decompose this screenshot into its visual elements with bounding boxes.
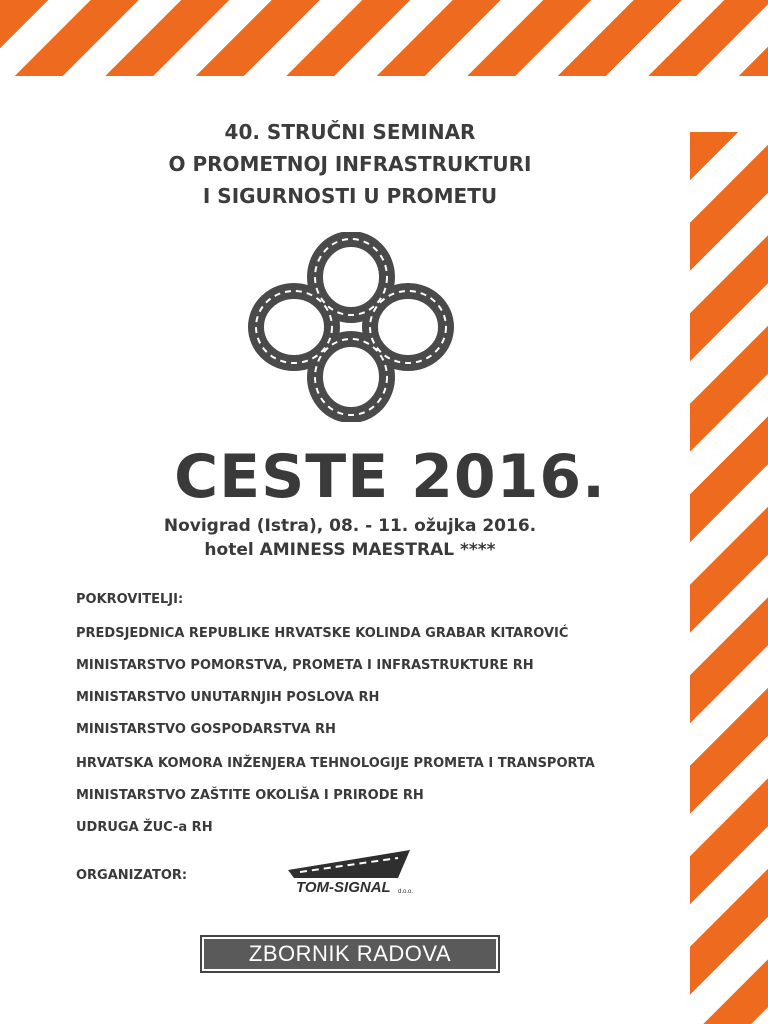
patron-item: MINISTARSTVO POMORSTVA, PROMETA I INFRASTRUKTURE RH bbox=[76, 658, 534, 673]
organizer-label: ORGANIZATOR: bbox=[76, 868, 188, 883]
event-location-date: Novigrad (Istra), 08. - 11. ožujka 2016. bbox=[163, 516, 537, 536]
organizer-logo-suffix: d.o.o. bbox=[398, 889, 414, 895]
patron-item: MINISTARSTVO GOSPODARSTVA RH bbox=[76, 722, 336, 737]
patron-item: HRVATSKA KOMORA INŽENJERA TEHNOLOGIJE PROMETA I TRANSPORTA bbox=[76, 756, 595, 771]
right-hazard-stripes bbox=[690, 132, 768, 1024]
patron-item: PREDSJEDNICA REPUBLIKE HRVATSKE KOLINDA GRABAR KITAROVIĆ bbox=[76, 626, 569, 641]
proceedings-box bbox=[200, 935, 500, 973]
organizer-logo-text: TOM-SIGNAL bbox=[296, 879, 391, 896]
event-venue: hotel AMINESS MAESTRAL **** bbox=[204, 540, 496, 560]
patron-item: UDRUGA ŽUC-a RH bbox=[76, 820, 213, 835]
patron-item: MINISTARSTVO ZAŠTITE OKOLIŠA I PRIRODE RH bbox=[76, 788, 424, 803]
top-hazard-stripes bbox=[0, 0, 768, 76]
patron-item: MINISTARSTVO UNUTARNJIH POSLOVA RH bbox=[76, 690, 380, 705]
seminar-title-line-1: 40. STRUČNI SEMINAR bbox=[224, 120, 476, 144]
seminar-title-line-3: I SIGURNOSTI U PROMETU bbox=[202, 184, 498, 208]
event-title: CESTE 2016. bbox=[174, 442, 606, 512]
patrons-label: POKROVITELJI: bbox=[76, 592, 184, 607]
road-knot-logo-icon bbox=[246, 232, 456, 422]
seminar-title-line-2: O PROMETNOJ INFRASTRUKTURI bbox=[168, 152, 532, 176]
tom-signal-logo bbox=[280, 848, 420, 898]
proceedings-label: ZBORNIK RADOVA bbox=[204, 939, 496, 969]
